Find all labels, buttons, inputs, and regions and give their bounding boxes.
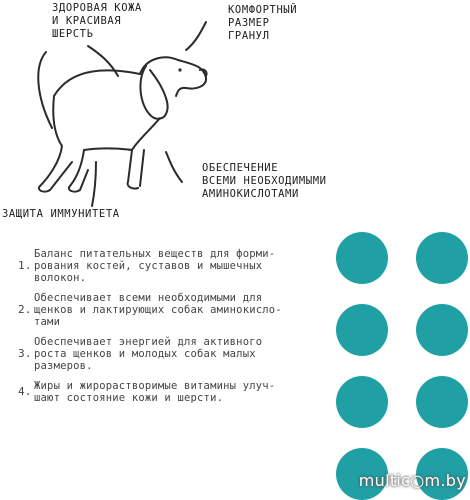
item-number: 4. bbox=[18, 385, 32, 398]
leader-granule bbox=[186, 22, 206, 50]
dog-ear bbox=[140, 66, 167, 119]
item-number: 1. bbox=[18, 259, 32, 272]
list-item: 4. Жиры и жирорастворимые витамины улуч- шают состояние кожи и шерсти. bbox=[18, 380, 276, 404]
callout-skin: ЗДОРОВАЯ КОЖА И КРАСИВАЯ ШЕРСТЬ bbox=[52, 2, 142, 40]
dog-eye bbox=[178, 68, 181, 71]
item-number: 3. bbox=[18, 347, 32, 360]
list-item: 1. Баланс питательных веществ для форми- рования костей, суставов и мышечных волокон. bbox=[18, 248, 276, 284]
granule-circle bbox=[416, 304, 468, 356]
granule-circle bbox=[336, 232, 388, 284]
list-item: 3. Обеспечивает энергией для активного роста щенков и молодых собак малых размеров. bbox=[18, 336, 263, 372]
callout-immunity: ЗАЩИТА ИММУНИТЕТА bbox=[2, 208, 120, 220]
watermark: multiс○m.by bbox=[358, 471, 466, 490]
item-number: 2. bbox=[18, 303, 32, 316]
callout-amino: ОБЕСПЕЧЕНИЕ ВСЕМИ НЕОБХОДИМЫМИ АМИНОКИСЛОТАМИ bbox=[202, 162, 327, 200]
dog-head bbox=[140, 57, 206, 96]
dog-tail bbox=[38, 52, 52, 128]
granule-circle bbox=[416, 376, 468, 428]
granule-circle bbox=[336, 304, 388, 356]
dog-belly bbox=[84, 149, 132, 151]
dog-front-leg bbox=[140, 150, 144, 186]
leader-amino bbox=[166, 152, 182, 182]
benefits-list bbox=[4, 248, 329, 412]
list-item: 2. Обеспечивает всеми необходимыми для щенков и лактирующих собак аминокисло- тами bbox=[18, 292, 282, 328]
dog-back bbox=[54, 70, 140, 96]
granule-circle bbox=[336, 376, 388, 428]
leader-immunity bbox=[92, 162, 96, 206]
dog-hind-leg-2 bbox=[69, 150, 88, 192]
callout-granule-size: КОМФОРТНЫЙ РАЗМЕР ГРАНУЛ bbox=[228, 4, 298, 42]
granule-circle bbox=[416, 232, 468, 284]
